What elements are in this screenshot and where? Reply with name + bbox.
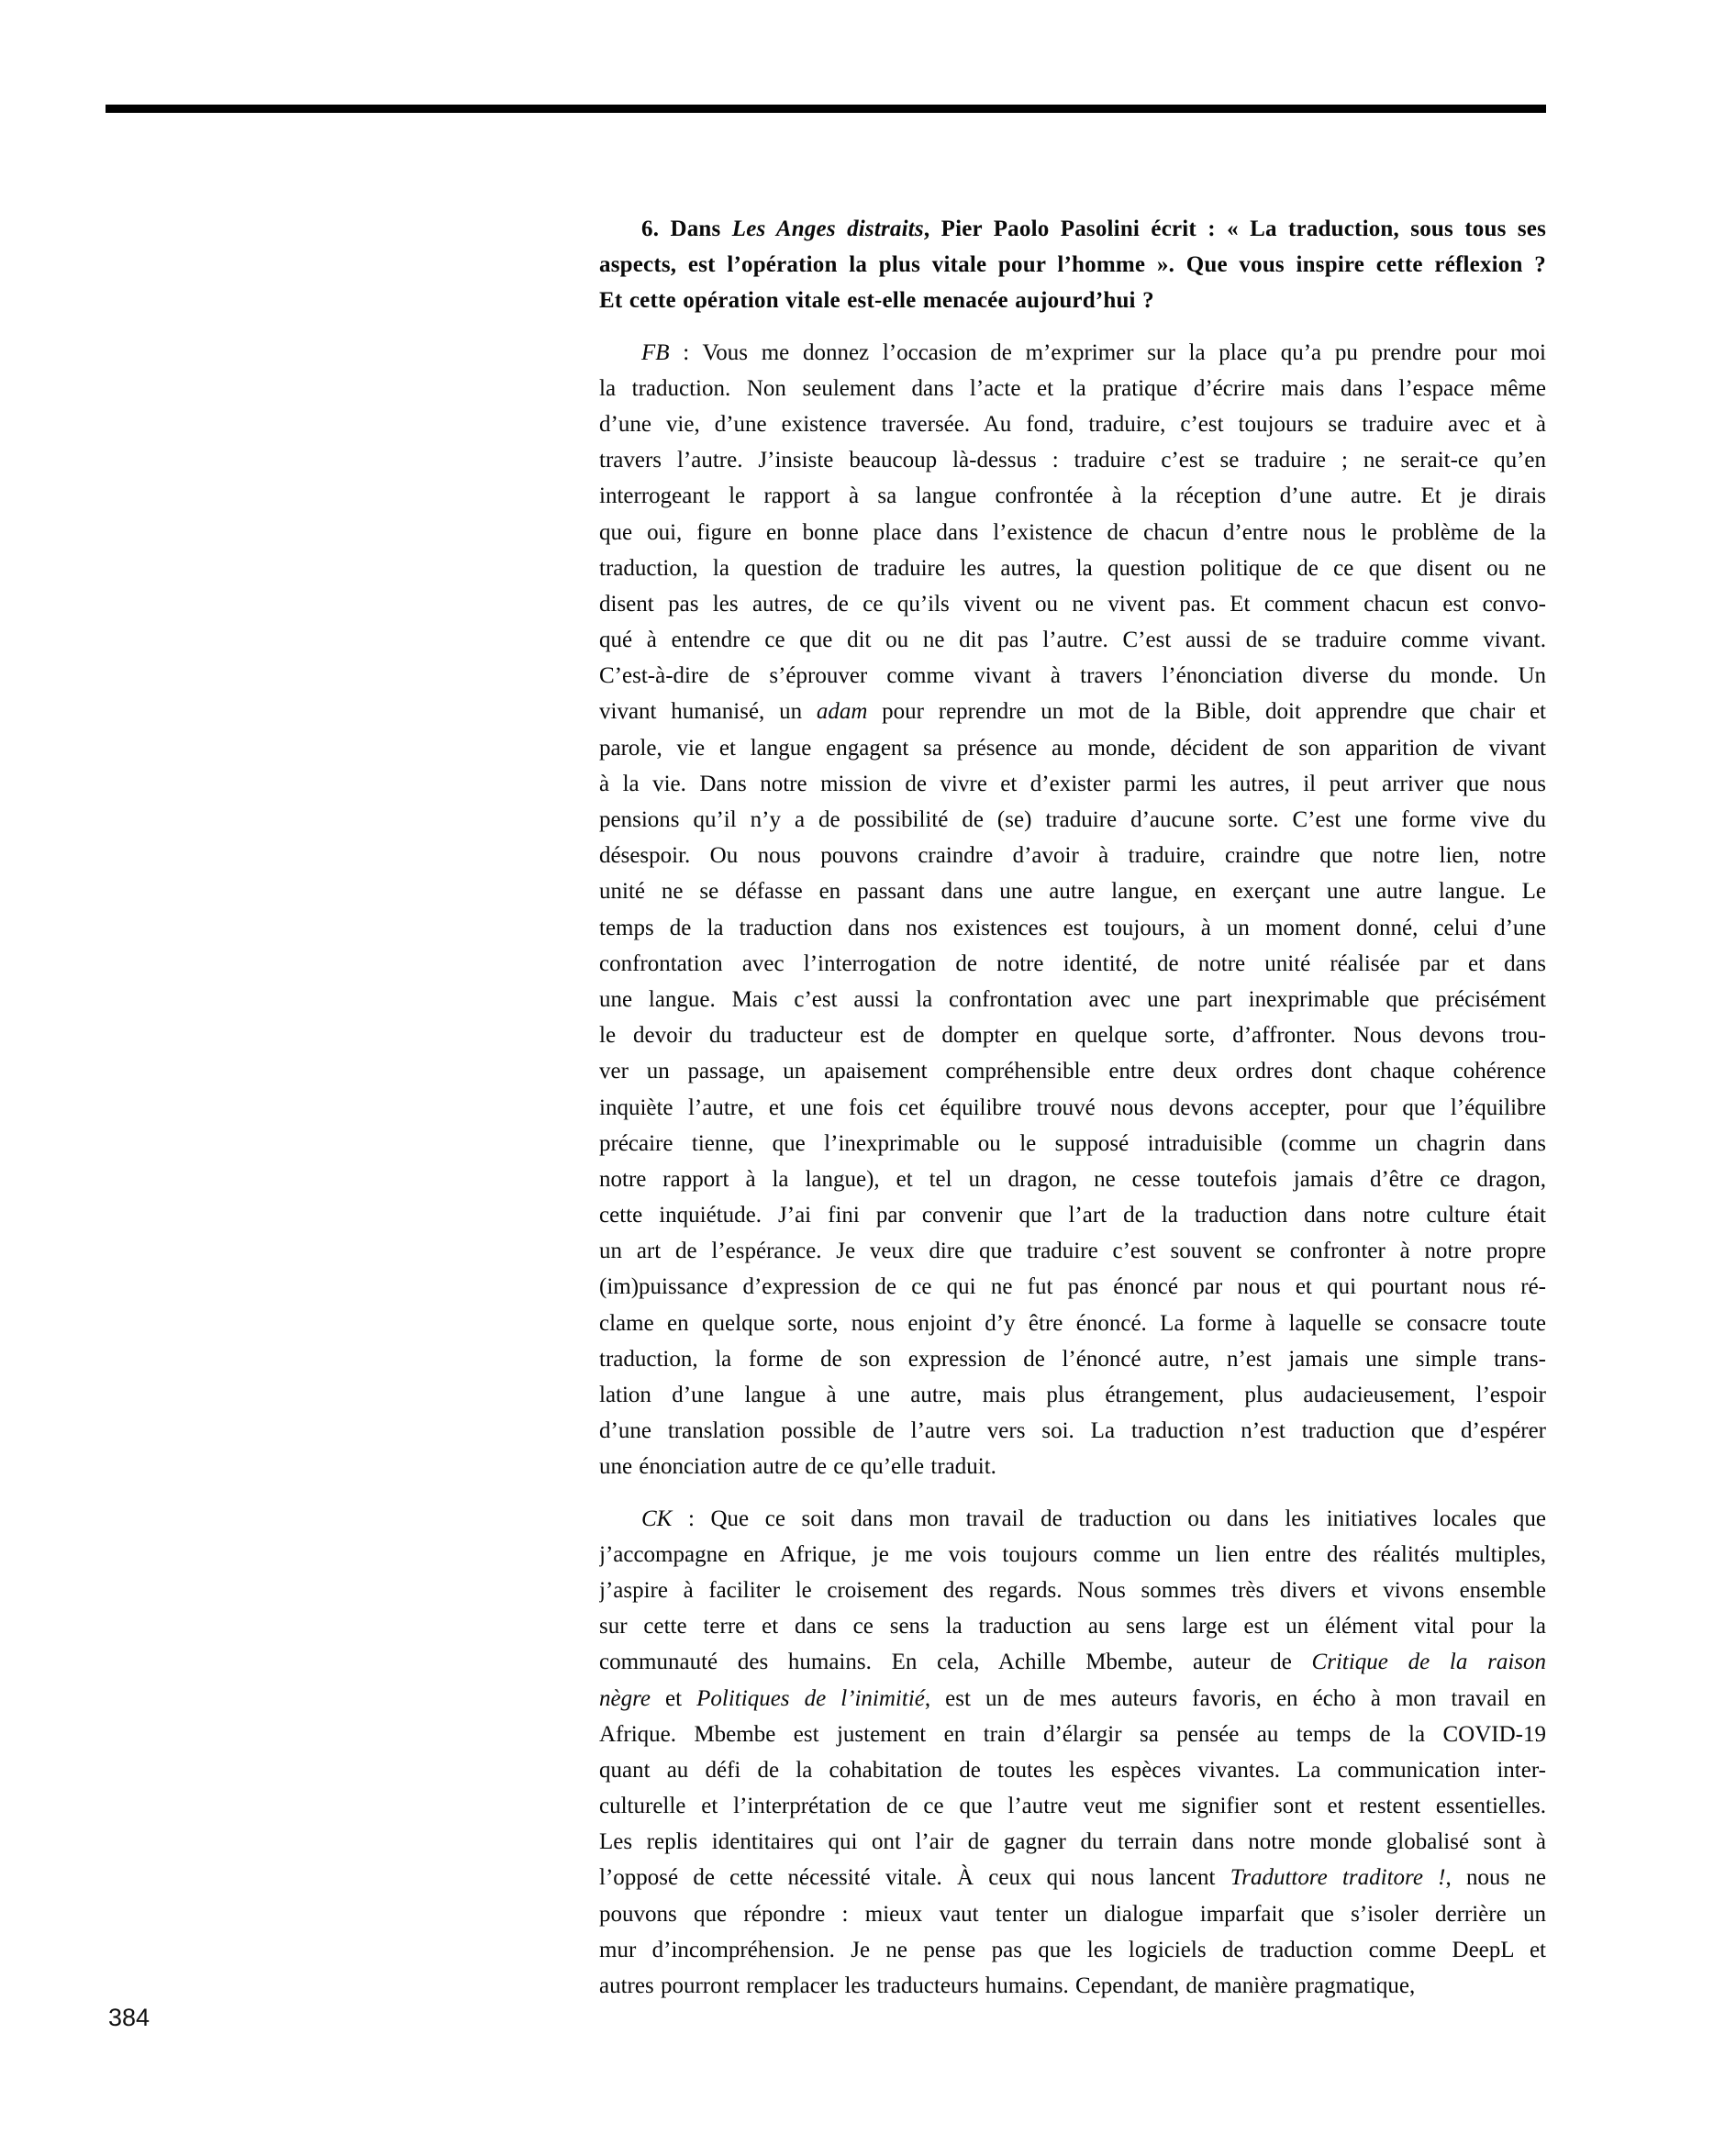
text-line xyxy=(599,873,1546,909)
text-line xyxy=(599,442,1546,478)
text-segment: , nous ne xyxy=(1445,1865,1546,1891)
text-line xyxy=(599,1788,1546,1824)
text-segment: pour reprendre un mot de la Bible, doit apprendre que chair et xyxy=(867,699,1546,725)
text-line xyxy=(599,1269,1546,1305)
text-segment: disent pas les autres, de ce qu’ils vivent ou ne vivent pas. Et comment chacun est convo- xyxy=(599,591,1546,617)
text-line xyxy=(599,335,1546,371)
text-segment: : Que ce soit dans mon travail de traduction ou dans les initiatives locales que xyxy=(672,1506,1546,1531)
text-segment: vivant humanisé, un xyxy=(599,699,817,725)
text-line xyxy=(599,838,1546,873)
text-segment: Les replis identitaires qui ont l’air de gagner du terrain dans notre monde globalisé sont à xyxy=(599,1829,1546,1855)
italic-text-segment: Traduttore traditore ! xyxy=(1230,1865,1446,1891)
italic-text-segment: Politiques de l’inimitié xyxy=(696,1685,925,1711)
text-line xyxy=(599,1824,1546,1860)
text-segment: un art de l’espérance. Je veux dire que traduire c’est souvent se confronter à notre propre xyxy=(599,1239,1546,1264)
text-line xyxy=(599,1501,1546,1537)
text-line xyxy=(599,658,1546,694)
text-segment: parole, vie et langue engagent sa présence au monde, décident de son apparition de vivant xyxy=(599,735,1546,761)
answer-paragraph-fb xyxy=(599,335,1546,1485)
text-line xyxy=(599,1233,1546,1269)
text-line xyxy=(599,406,1546,442)
text-segment: travers l’autre. J’insiste beaucoup là-dessus : traduire c’est se traduire ; ne serait-ce qu’en xyxy=(599,448,1546,473)
text-segment: mur d’incompréhension. Je ne pense pas que les logiciels de traduction comme DeepL et xyxy=(599,1937,1546,1962)
text-line xyxy=(599,1377,1546,1413)
text-segment: 6. Dans xyxy=(641,217,732,241)
text-segment: : Vous me donnez l’occasion de m’exprimer sur la place qu’a pu prendre pour moi xyxy=(669,339,1546,365)
text-segment: Et cette opération vitale est-elle menacée aujourd’hui ? xyxy=(599,288,1154,314)
text-segment: j’aspire à faciliter le croisement des regards. Nous sommes très divers et vivons ensemble xyxy=(599,1577,1546,1603)
text-line xyxy=(599,946,1546,982)
italic-text-segment: nègre xyxy=(599,1685,651,1711)
text-line xyxy=(599,1860,1546,1895)
text-segment: d’une vie, d’une existence traversée. Au fond, traduire, c’est toujours se traduire avec et à xyxy=(599,411,1546,437)
text-segment: aspects, est l’opération la plus vitale pour l’homme ». Que vous inspire cette réflexion ? xyxy=(599,252,1546,278)
text-segment: à la vie. Dans notre mission de vivre et d’exister parmi les autres, il peut arriver que nous xyxy=(599,771,1546,796)
text-segment: communauté des humains. En cela, Achille Mbembe, auteur de xyxy=(599,1650,1312,1675)
text-line xyxy=(599,622,1546,658)
text-line xyxy=(599,586,1546,622)
text-segment: Afrique. Mbembe est justement en train d’élargir sa pensée au temps de la COVID-19 xyxy=(599,1721,1546,1747)
text-line xyxy=(599,550,1546,586)
text-line xyxy=(599,478,1546,514)
text-segment: quant au défi de la cohabitation de toutes les espèces vivantes. La communication inter- xyxy=(599,1757,1546,1783)
text-segment: précaire tienne, que l’inexprimable ou le supposé intraduisible (comme un chagrin dans xyxy=(599,1130,1546,1156)
text-segment: pouvons que répondre : mieux vaut tenter un dialogue imparfait que s’isoler derrière un xyxy=(599,1901,1546,1927)
text-segment: C’est-à-dire de s’éprouver comme vivant à travers l’énonciation diverse du monde. Un xyxy=(599,663,1546,689)
text-line xyxy=(599,1608,1546,1644)
text-segment: unité ne se défasse en passant dans une autre langue, en exerçant une autre langue. Le xyxy=(599,879,1546,905)
text-line xyxy=(599,1017,1546,1053)
text-line xyxy=(599,910,1546,946)
text-segment: traduction, la question de traduire les autres, la question politique de ce que disent ou ne xyxy=(599,555,1546,581)
text-segment: ver un passage, un apaisement compréhensible entre deux ordres dont chaque cohérence xyxy=(599,1059,1546,1084)
text-segment: et xyxy=(651,1685,697,1711)
text-segment: notre rapport à la langue), et tel un dragon, ne cesse toutefois jamais d’être ce dragon, xyxy=(599,1166,1546,1192)
text-segment: d’une translation possible de l’autre vers soi. La traduction n’est traduction que d’espérer xyxy=(599,1418,1546,1444)
text-line xyxy=(599,283,1546,318)
text-line xyxy=(599,1161,1546,1197)
text-segment: pensions qu’il n’y a de possibilité de (se) traduire d’aucune sorte. C’est une forme vive du xyxy=(599,807,1546,832)
text-line xyxy=(599,247,1546,283)
italic-text-segment: CK xyxy=(641,1506,673,1531)
text-line xyxy=(599,1197,1546,1233)
text-line xyxy=(599,1896,1546,1932)
italic-text-segment: FB xyxy=(641,339,670,365)
text-line xyxy=(599,1932,1546,1968)
text-line xyxy=(599,371,1546,406)
text-line xyxy=(599,1053,1546,1089)
text-line xyxy=(599,1968,1546,2004)
italic-text-segment: Les Anges distraits xyxy=(731,217,924,241)
text-segment: temps de la traduction dans nos existences est toujours, à un moment donné, celui d’une xyxy=(599,915,1546,940)
text-segment: , Pier Paolo Pasolini écrit : « La traduction, sous tous ses xyxy=(923,217,1546,241)
text-line xyxy=(599,1537,1546,1573)
text-segment: lation d’une langue à une autre, mais plus étrangement, plus audacieusement, l’espoir xyxy=(599,1383,1546,1407)
text-segment: autres pourront remplacer les traducteurs humains. Cependant, de manière pragmatique, xyxy=(599,1973,1416,1998)
text-line xyxy=(599,1752,1546,1788)
text-line xyxy=(599,1090,1546,1126)
text-line xyxy=(599,802,1546,838)
text-segment: inquiète l’autre, et une fois cet équilibre trouvé nous devons accepter, pour que l’équilibre xyxy=(599,1095,1546,1120)
text-segment: qué à entendre ce que dit ou ne dit pas l’autre. C’est aussi de se traduire comme vivant. xyxy=(599,628,1546,653)
italic-text-segment: adam xyxy=(816,699,868,725)
text-segment: j’accompagne en Afrique, je me vois toujours comme un lien entre des réalités multiples, xyxy=(599,1541,1546,1567)
text-segment: sur cette terre et dans ce sens la traduction au sens large est un élément vital pour la xyxy=(599,1614,1546,1639)
text-segment: interrogeant le rapport à sa langue confrontée à la réception d’une autre. Et je dirais xyxy=(599,483,1546,509)
text-line xyxy=(599,766,1546,802)
text-segment: la traduction. Non seulement dans l’acte et la pratique d’écrire mais dans l’espace même xyxy=(599,375,1546,401)
text-line xyxy=(599,1449,1546,1484)
text-line xyxy=(599,730,1546,766)
text-line xyxy=(599,1341,1546,1377)
text-line xyxy=(599,1306,1546,1341)
text-line xyxy=(599,1644,1546,1680)
text-segment: (im)puissance d’expression de ce qui ne fut pas énoncé par nous et qui pourtant nous ré- xyxy=(599,1274,1546,1300)
text-segment: une langue. Mais c’est aussi la confrontation avec une part inexprimable que précisément xyxy=(599,986,1546,1012)
answer-paragraph-ck xyxy=(599,1501,1546,2005)
text-line xyxy=(599,1413,1546,1449)
text-segment: cette inquiétude. J’ai fini par convenir que l’art de la traduction dans notre culture était xyxy=(599,1203,1546,1228)
top-rule xyxy=(106,105,1546,113)
interview-question xyxy=(599,211,1546,319)
text-line xyxy=(599,211,1546,247)
italic-text-segment: Critique de la raison xyxy=(1311,1650,1546,1675)
text-segment: culturelle et l’interprétation de ce que l’autre veut me signifier sont et restent essentielles. xyxy=(599,1794,1546,1819)
text-line xyxy=(599,1717,1546,1752)
text-column xyxy=(599,211,1546,2004)
text-segment: l’opposé de cette nécessité vitale. À ceux qui nous lancent xyxy=(599,1865,1230,1891)
text-segment: le devoir du traducteur est de dompter en quelque sorte, d’affronter. Nous devons trou- xyxy=(599,1023,1546,1049)
text-line xyxy=(599,982,1546,1017)
text-segment: , est un de mes auteurs favoris, en écho à mon travail en xyxy=(924,1685,1546,1711)
text-line xyxy=(599,515,1546,550)
text-line xyxy=(599,1573,1546,1608)
text-segment: traduction, la forme de son expression de l’énoncé autre, n’est jamais une simple trans- xyxy=(599,1346,1546,1372)
text-segment: confrontation avec l’interrogation de notre identité, de notre unité réalisée par et dans xyxy=(599,950,1546,976)
text-segment: clame en quelque sorte, nous enjoint d’y être énoncé. La forme à laquelle se consacre toute xyxy=(599,1310,1546,1336)
text-segment: que oui, figure en bonne place dans l’existence de chacun d’entre nous le problème de la xyxy=(599,519,1546,545)
text-line xyxy=(599,694,1546,729)
text-segment: une énonciation autre de ce qu’elle traduit. xyxy=(599,1454,996,1480)
page-number: 384 xyxy=(108,2004,150,2031)
text-line xyxy=(599,1681,1546,1717)
text-line xyxy=(599,1126,1546,1161)
text-segment: désespoir. Ou nous pouvons craindre d’avoir à traduire, craindre que notre lien, notre xyxy=(599,843,1546,869)
